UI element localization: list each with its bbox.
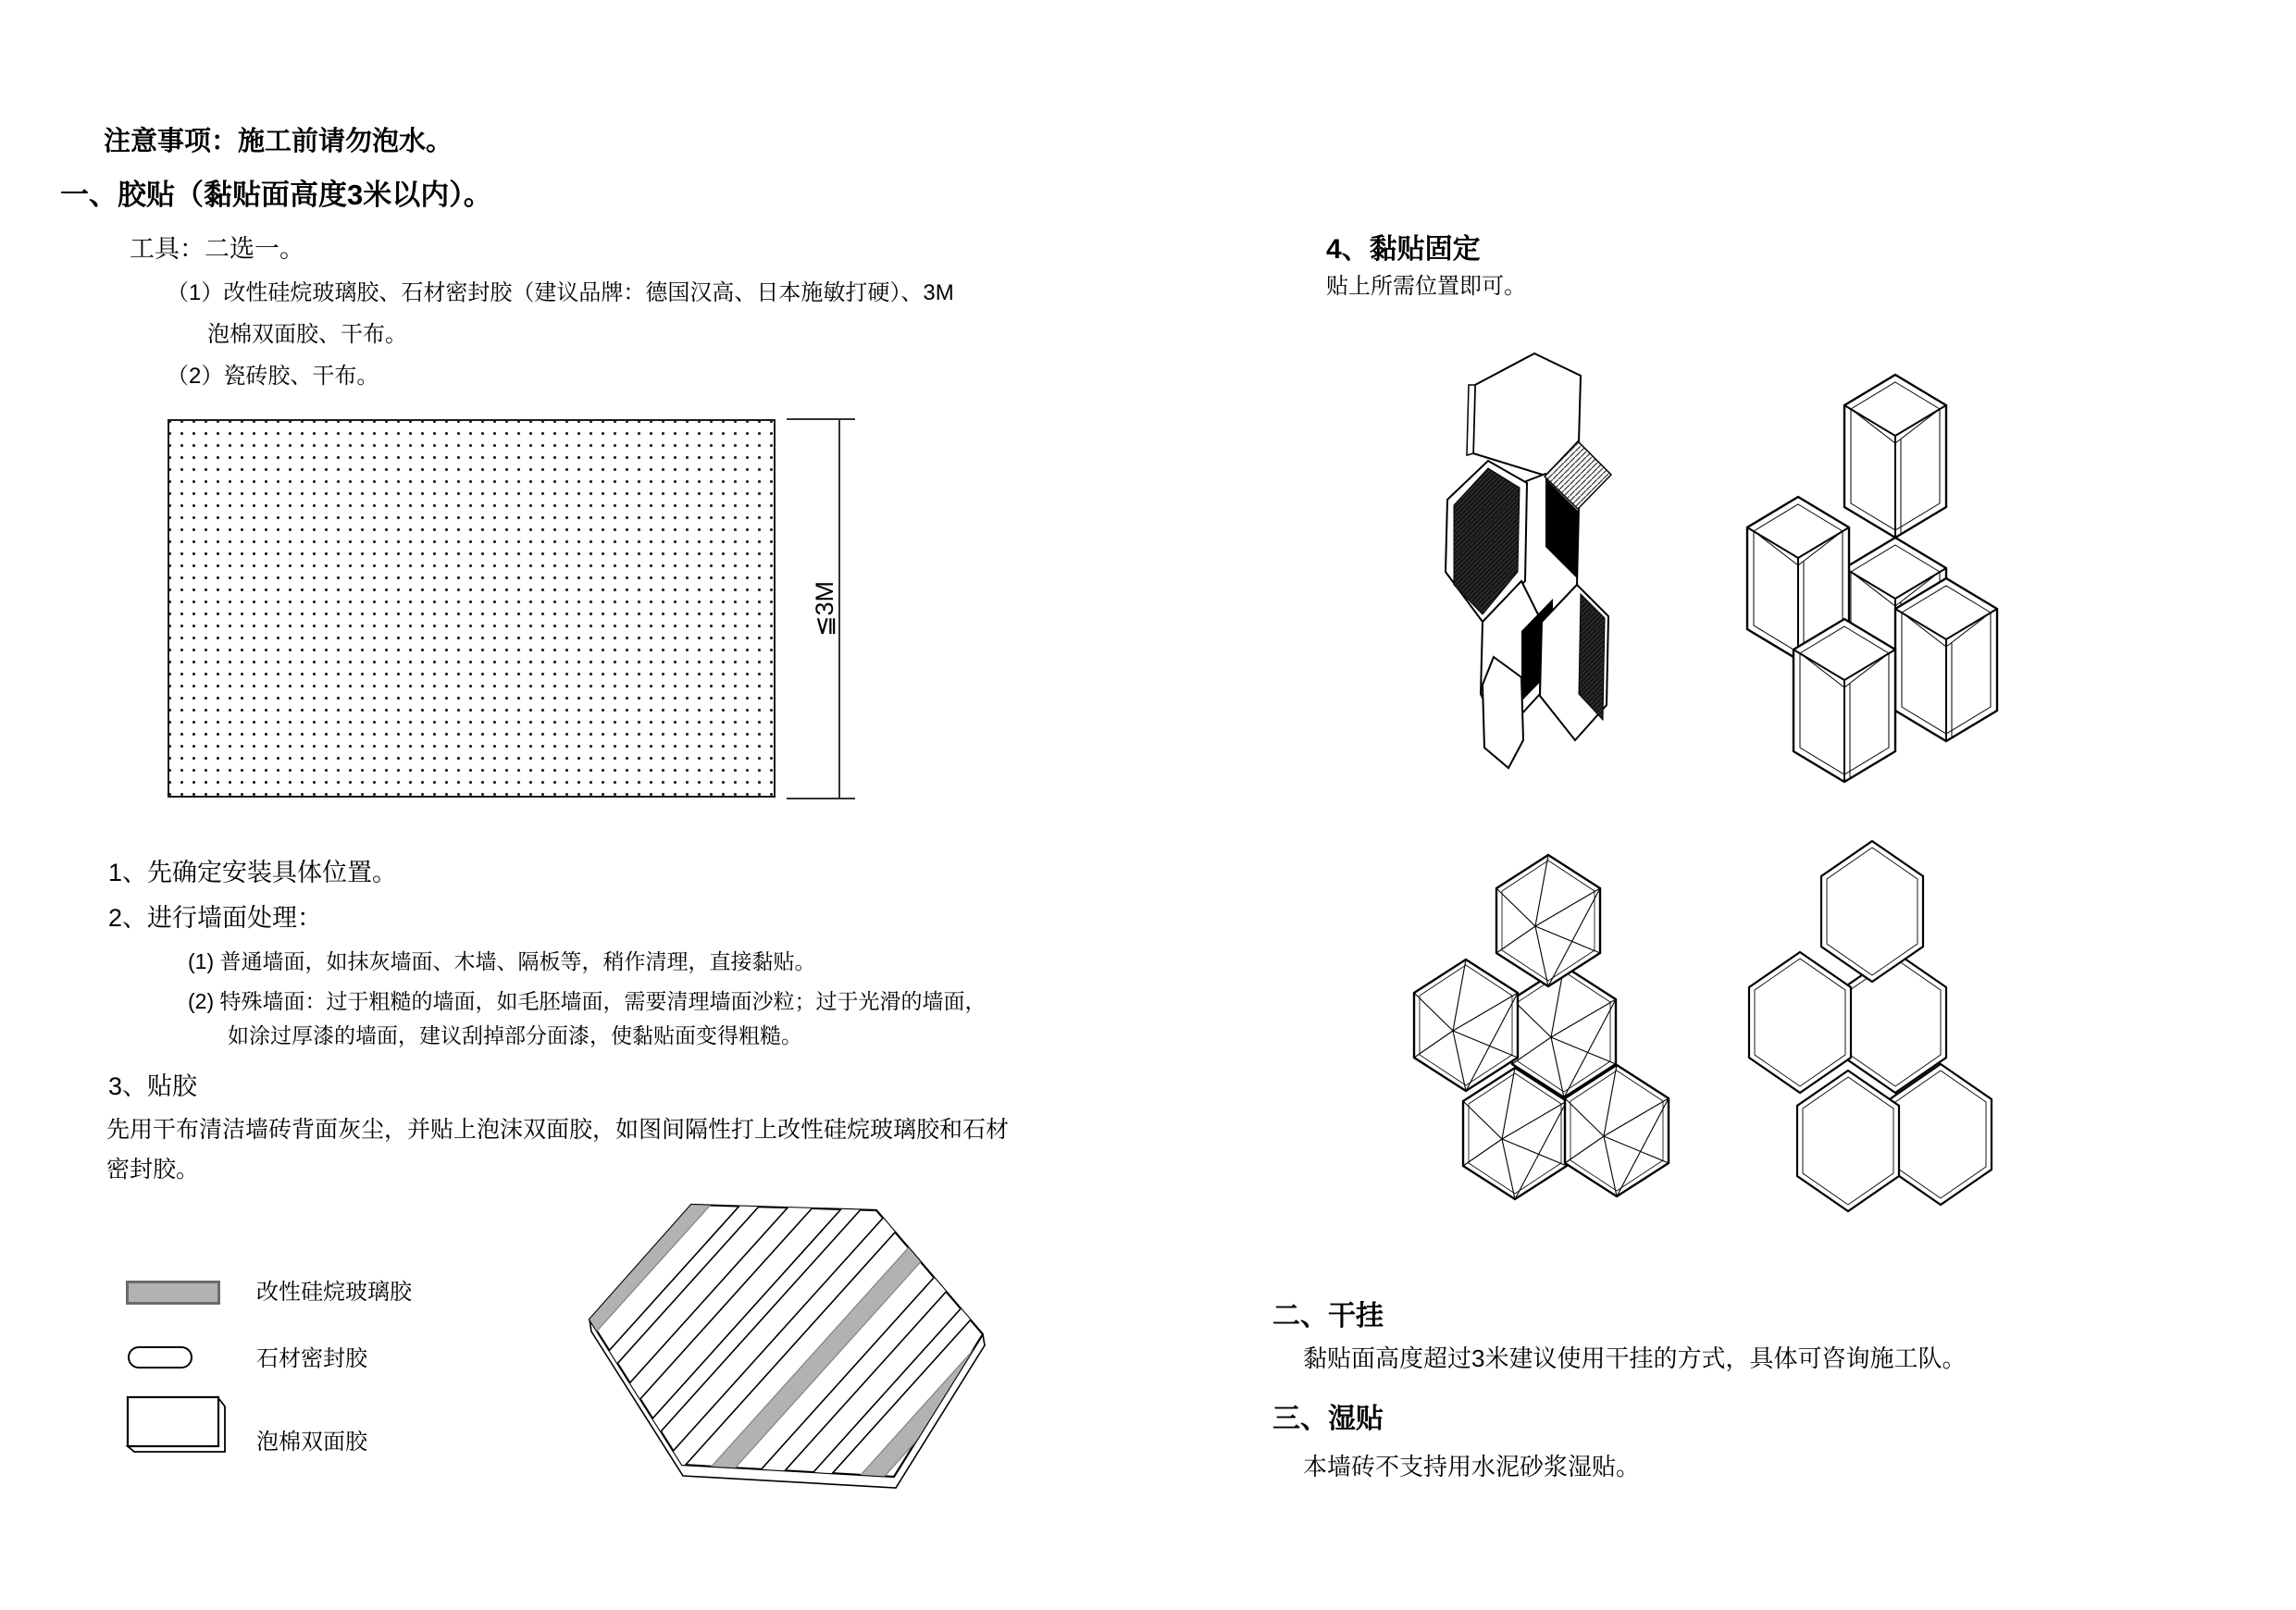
dimension-tick-bottom <box>787 798 855 799</box>
step3-line: 3、贴胶 <box>108 1072 198 1100</box>
foam-pad-swatch <box>126 1395 231 1456</box>
section2-heading: 二、干挂 <box>1272 1301 1384 1331</box>
step3-body-line1: 先用干布清洁墙砖背面灰尘，并贴上泡沫双面胶，如图间隔性打上改性硅烷玻璃胶和石材 <box>106 1117 1010 1143</box>
step3-body-line2: 密封胶。 <box>106 1157 200 1183</box>
hexagon-tile-glue-diagram <box>581 1196 990 1506</box>
faceted-hexagon-tile <box>1414 960 1518 1091</box>
section2-body: 黏贴面高度超过3米建议使用干挂的方式，具体可咨询施工队。 <box>1303 1344 1967 1372</box>
section1-heading: 一、胶贴（黏贴面高度3米以内）。 <box>60 179 492 211</box>
section3-body: 本墙砖不支持用水泥砂浆湿贴。 <box>1303 1453 1641 1480</box>
step4-body: 贴上所需位置即可。 <box>1326 274 1526 299</box>
step2-item2-line2: 如涂过厚漆的墙面，建议刮掉部分面漆，使黏贴面变得粗糙。 <box>228 1023 802 1047</box>
dimension-tick-top <box>787 418 855 420</box>
plain-hexagon-cluster-diagram <box>1740 845 1999 1233</box>
cube-frame-cluster-diagram <box>1744 364 1994 785</box>
cube-tile <box>1844 375 1946 538</box>
plain-hexagon-tile <box>1797 1071 1899 1211</box>
section3-heading: 三、湿贴 <box>1272 1404 1384 1434</box>
glue-gray-swatch <box>126 1281 220 1305</box>
tool-option1-line2: 泡棉双面胶、干布。 <box>207 322 407 347</box>
wall-area-diagram <box>168 419 776 798</box>
tool-option1-line1: （1）改性硅烷玻璃胶、石材密封胶（建议品牌：德国汉高、日本施敏打硬）、3M <box>167 280 954 305</box>
legend-label-foam: 泡棉双面胶 <box>256 1430 367 1455</box>
tool-option2: （2）瓷砖胶、干布。 <box>167 364 379 389</box>
step2-item1: (1) 普通墙面，如抹灰墙面、木墙、隔板等，稍作清理，直接黏贴。 <box>188 949 816 973</box>
sealant-pill-swatch <box>128 1346 192 1368</box>
faceted-hexagon-tile <box>1496 855 1600 986</box>
step1-line: 1、先确定安装具体位置。 <box>108 859 398 886</box>
faceted-hexagon-cluster-diagram <box>1409 851 1686 1194</box>
step2-item2-line1: (2) 特殊墙面：过于粗糙的墙面，如毛胚墙面，需要清理墙面沙粒；过于光滑的墙面， <box>188 989 987 1013</box>
height-dimension-label: ≦3M <box>810 580 838 638</box>
cube-tile <box>1793 619 1895 782</box>
angled-tile-cluster-diagram <box>1442 352 1632 782</box>
step2-line: 2、进行墙面处理： <box>108 904 323 932</box>
step4-heading: 4、黏贴固定 <box>1326 234 1481 265</box>
plain-hexagon-tile <box>1749 952 1851 1093</box>
legend-label-glue: 改性硅烷玻璃胶 <box>256 1280 412 1305</box>
cube-tile <box>1895 578 1997 741</box>
tools-heading: 工具：二选一。 <box>130 235 304 263</box>
legend-label-sealant: 石材密封胶 <box>256 1346 367 1371</box>
notice-line: 注意事项：施工前请勿泡水。 <box>104 127 453 156</box>
